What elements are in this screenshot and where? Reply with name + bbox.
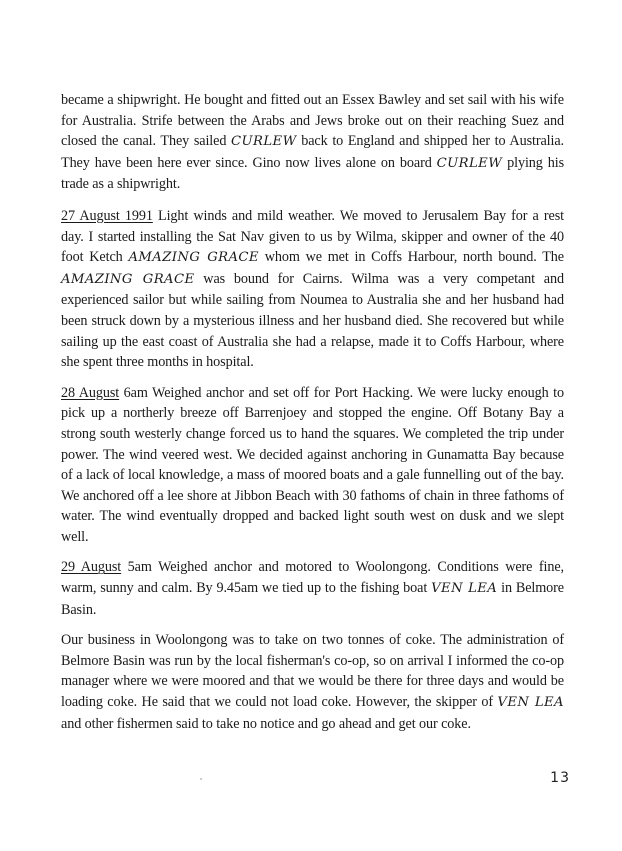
- boat-name: AMAZING GRACE: [128, 250, 259, 266]
- text-run: back to England and shipped her to Australia. They have been here ever since. Gino now lives alone on board: [61, 133, 564, 171]
- boat-name: AMAZING GRACE: [61, 271, 195, 287]
- page-number: 13: [550, 770, 570, 786]
- text-run: whom we met in Coffs Harbour, north bound. The: [258, 249, 564, 266]
- boat-name: CURLEW: [231, 134, 297, 150]
- boat-name: VEN LEA: [431, 581, 498, 597]
- text-run: in Belmore Basin.: [61, 580, 564, 618]
- boat-name: CURLEW: [436, 155, 503, 171]
- paragraph: [61, 383, 564, 548]
- text-run: plying his trade as a shipwright.: [61, 154, 565, 193]
- paragraph: [61, 557, 564, 620]
- paragraph: [61, 206, 564, 373]
- text-run: was bound for Cairns. Wilma was a very competant and experienced sailor but while sailing from Noumea to Australia she and her husband had been struck down by a mysterious illness and her husband died. She recovered but while sailing up the east coast of Australia she had a relapse, made it to Coffs Harbour, where she spent three months in hospital.: [61, 270, 564, 371]
- text-run: 6am Weighed anchor and set off for Port Hacking. We were lucky enough to pick up a northerly breeze off Barrenjoey and stopped the engine. Off Botany Bay a strong south westerly change forced us to hand the squares. We completed the trip under power. The wind veered west. We decided against anchoring in Gunamatta Bay because of a lack of local knowledge, a mass of moored boats and a gale funnelling out of the bay. We anchored off a lee shore at Jibbon Beach with 30 fathoms of chain in three fathoms of water. The wind eventually dropped and backed light south west on dusk and we slept well.: [61, 384, 564, 545]
- scan-speck: [200, 778, 202, 780]
- entry-date: 27 August 1991: [61, 207, 153, 224]
- paragraph: [61, 90, 564, 195]
- text-run: 5am Weighed anchor and motored to Woolongong. Conditions were fine, warm, sunny and calm. By 9.45am we tied up to the fishing boat: [61, 559, 564, 597]
- text-run: Light winds and mild weather. We moved to Jerusalem Bay for a rest day. I started installing the Sat Nav given to us by Wilma, skipper and owner of the 40 foot Ketch: [61, 207, 564, 266]
- text-run: Our business in Woolongong was to take on two tonnes of coke. The administration of Belmore Basin was run by the local fisherman's co-op, so on arrival I informed the co-op manager where we were moored and that we would be there for three days and would be loading coke. He said that we could not load coke. However, the skipper of: [61, 632, 564, 711]
- entry-date: 29 August: [61, 559, 122, 576]
- paragraph: [61, 630, 564, 734]
- entry-date: 28 August: [61, 384, 120, 401]
- text-run: became a shipwright. He bought and fitted out an Essex Bawley and set sail with his wife for Australia. Strife between the Arabs and Jews broke out on their reaching Suez and closed the canal. They sailed: [61, 92, 564, 150]
- body-text: [61, 90, 564, 744]
- boat-name: VEN LEA: [497, 695, 564, 711]
- text-run: and other fishermen said to take no notice and go ahead and get our coke.: [61, 715, 471, 732]
